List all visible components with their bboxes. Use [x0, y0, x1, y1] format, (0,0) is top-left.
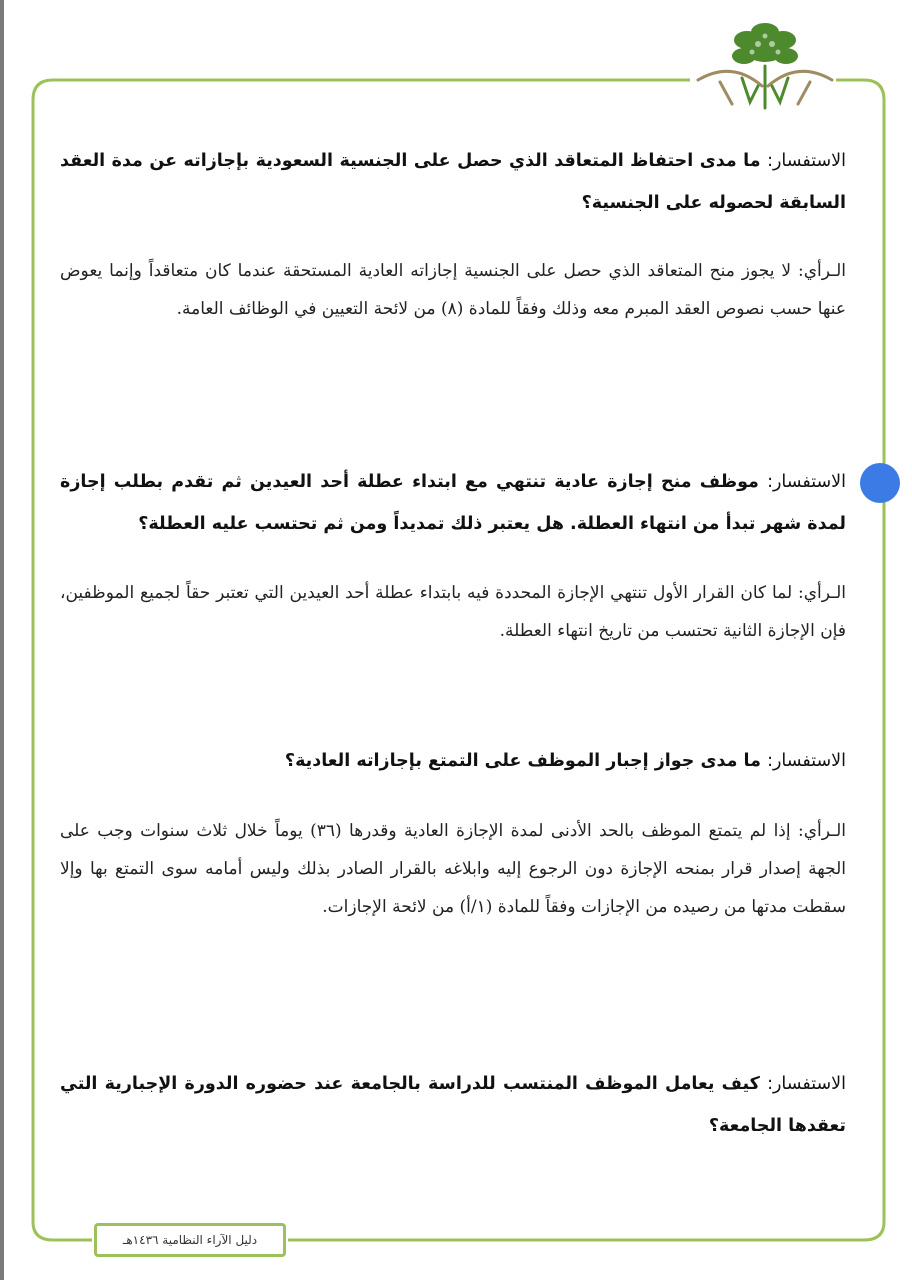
answer-3 [60, 812, 846, 926]
question-2 [60, 461, 846, 545]
question-label: الاستفسار: [767, 151, 847, 171]
question-text: كيف يعامل الموظف المنتسب للدراسة بالجامعة عند حضوره الدورة الإجبارية التي تعقدها الجامعة؟ [60, 1074, 846, 1136]
question-4 [60, 1063, 846, 1147]
answer-label: الـرأي: [797, 821, 846, 841]
question-label: الاستفسار: [767, 472, 846, 492]
palm-emblem-icon [692, 16, 838, 116]
scroll-marker-dot[interactable] [860, 463, 900, 503]
answer-2 [60, 574, 846, 650]
question-1 [60, 140, 846, 224]
footer-label [94, 1223, 286, 1257]
question-label: الاستفسار: [767, 751, 846, 771]
answer-text: إذا لم يتمتع الموظف بالحد الأدنى لمدة الإجازة العادية وقدرها (٣٦) يوماً خلال ثلاث سنوات وجب على الجهة إصدار قرار بمنحه الإجازة دون الرجوع إليه وابلاغه بالقرار الصادر بذلك وليس أمامه سوى التمتع بها وإلا سقطت مدتها من رصيده من الإجازات وفقاً للمادة (١/أ) من لائحة الإجازات. [60, 821, 846, 917]
question-text: موظف منح إجازة عادية تنتهي مع ابتداء عطلة أحد العيدين ثم تقدم بطلب إجازة لمدة شهر تبدأ من انتهاء العطلة. هل يعتبر ذلك تمديداً ومن ثم تحتسب عليه العطلة؟ [60, 472, 846, 534]
answer-text: لا يجوز منح المتعاقد الذي حصل على الجنسية إجازاته العادية المستحقة عندما كان متعاقداً وإنما يعوض عنها حسب نصوص العقد المبرم معه وذلك وفقاً للمادة (٨) من لائحة التعيين في الوظائف العامة. [60, 261, 846, 319]
answer-label: الـرأي: [797, 583, 847, 603]
answer-1 [60, 252, 846, 328]
footer-text: دليل الآراء النظامية ١٤٣٦هـ [122, 1233, 258, 1247]
question-text: ما مدى جواز إجبار الموظف على التمتع بإجازاته العادية؟ [284, 751, 761, 771]
question-label: الاستفسار: [767, 1074, 846, 1094]
answer-label: الـرأي: [797, 261, 846, 281]
answer-text: لما كان القرار الأول تنتهي الإجازة المحددة فيه بابتداء عطلة أحد العيدين التي تعتبر حقاً لجميع الموظفين، فإن الإجازة الثانية تحتسب من تاريخ انتهاء العطلة. [60, 583, 846, 641]
question-text: ما مدى احتفاظ المتعاقد الذي حصل على الجنسية السعودية بإجازاته عن مدة العقد السابقة لحصوله على الجنسية؟ [60, 151, 846, 213]
question-3 [60, 740, 846, 782]
